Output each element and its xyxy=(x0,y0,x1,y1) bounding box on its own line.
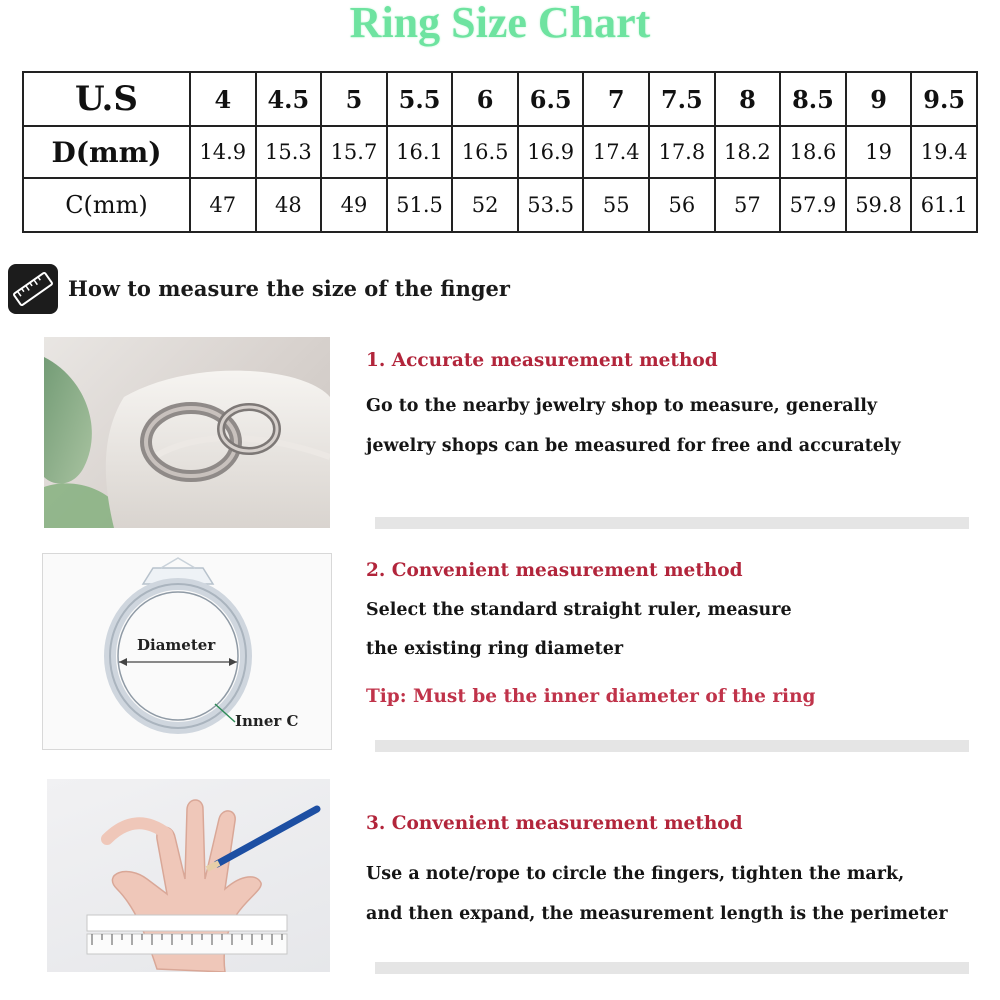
us-size-cell: 8 xyxy=(715,72,781,126)
diameter-cell: 17.8 xyxy=(649,126,715,178)
circumference-cell: 57 xyxy=(715,178,781,232)
finger-measuring-photo xyxy=(47,779,330,972)
us-size-cell: 9 xyxy=(846,72,912,126)
us-size-cell: 6.5 xyxy=(518,72,584,126)
step-2-heading: 2. Convenient measurement method xyxy=(366,560,743,581)
diameter-row xyxy=(23,126,977,178)
circumference-cell: 51.5 xyxy=(387,178,453,232)
diameter-row-label: D(mm) xyxy=(23,126,190,178)
diameter-cell: 15.7 xyxy=(321,126,387,178)
diameter-cell: 16.5 xyxy=(452,126,518,178)
step-2-line-1: Select the standard straight ruler, measure xyxy=(366,600,792,620)
divider xyxy=(375,517,969,529)
diameter-cell: 18.6 xyxy=(780,126,846,178)
ring-size-table xyxy=(22,71,978,233)
circumference-cell: 49 xyxy=(321,178,387,232)
circumference-cell: 59.8 xyxy=(846,178,912,232)
section-title: How to measure the size of the finger xyxy=(68,276,510,301)
step-2-tip: Tip: Must be the inner diameter of the ring xyxy=(366,686,816,707)
circumference-cell: 55 xyxy=(583,178,649,232)
step-3-line-2: and then expand, the measurement length is the perimeter xyxy=(366,904,948,924)
diameter-cell: 16.1 xyxy=(387,126,453,178)
step-1-heading: 1. Accurate measurement method xyxy=(366,350,718,371)
us-size-cell: 8.5 xyxy=(780,72,846,126)
page-title: Ring Size Chart xyxy=(349,0,651,47)
inner-circumference-label: Inner C xyxy=(235,712,299,730)
diameter-cell: 16.9 xyxy=(518,126,584,178)
circumference-cell: 56 xyxy=(649,178,715,232)
us-row-label: U.S xyxy=(23,72,190,126)
circumference-cell: 53.5 xyxy=(518,178,584,232)
us-size-cell: 6 xyxy=(452,72,518,126)
step-1-line-1: Go to the nearby jewelry shop to measure, generally xyxy=(366,396,878,416)
us-size-cell: 4.5 xyxy=(256,72,322,126)
step-2-line-2: the existing ring diameter xyxy=(366,639,624,659)
diameter-cell: 18.2 xyxy=(715,126,781,178)
us-size-cell: 7.5 xyxy=(649,72,715,126)
step-1-line-2: jewelry shops can be measured for free and accurately xyxy=(366,436,901,456)
diameter-label: Diameter xyxy=(137,636,216,654)
measure-section-header xyxy=(8,264,988,316)
circumference-cell: 61.1 xyxy=(911,178,977,232)
us-size-cell: 7 xyxy=(583,72,649,126)
us-size-row xyxy=(23,72,977,126)
divider xyxy=(375,962,969,974)
step-3-line-1: Use a note/rope to circle the fingers, tighten the mark, xyxy=(366,864,905,884)
us-size-cell: 4 xyxy=(190,72,256,126)
us-size-cell: 5.5 xyxy=(387,72,453,126)
step-3-heading: 3. Convenient measurement method xyxy=(366,813,743,834)
diameter-cell: 15.3 xyxy=(256,126,322,178)
circumference-cell: 47 xyxy=(190,178,256,232)
us-size-cell: 5 xyxy=(321,72,387,126)
diameter-cell: 17.4 xyxy=(583,126,649,178)
wedding-rings-photo xyxy=(44,337,330,528)
diameter-cell: 14.9 xyxy=(190,126,256,178)
ring-diameter-diagram xyxy=(42,553,332,750)
diameter-cell: 19 xyxy=(846,126,912,178)
diameter-cell: 19.4 xyxy=(911,126,977,178)
circumference-row xyxy=(23,178,977,232)
circumference-cell: 57.9 xyxy=(780,178,846,232)
circumference-row-label: C(mm) xyxy=(23,178,190,232)
circumference-cell: 48 xyxy=(256,178,322,232)
divider xyxy=(375,740,969,752)
circumference-cell: 52 xyxy=(452,178,518,232)
us-size-cell: 9.5 xyxy=(911,72,977,126)
ruler-icon xyxy=(8,264,58,314)
